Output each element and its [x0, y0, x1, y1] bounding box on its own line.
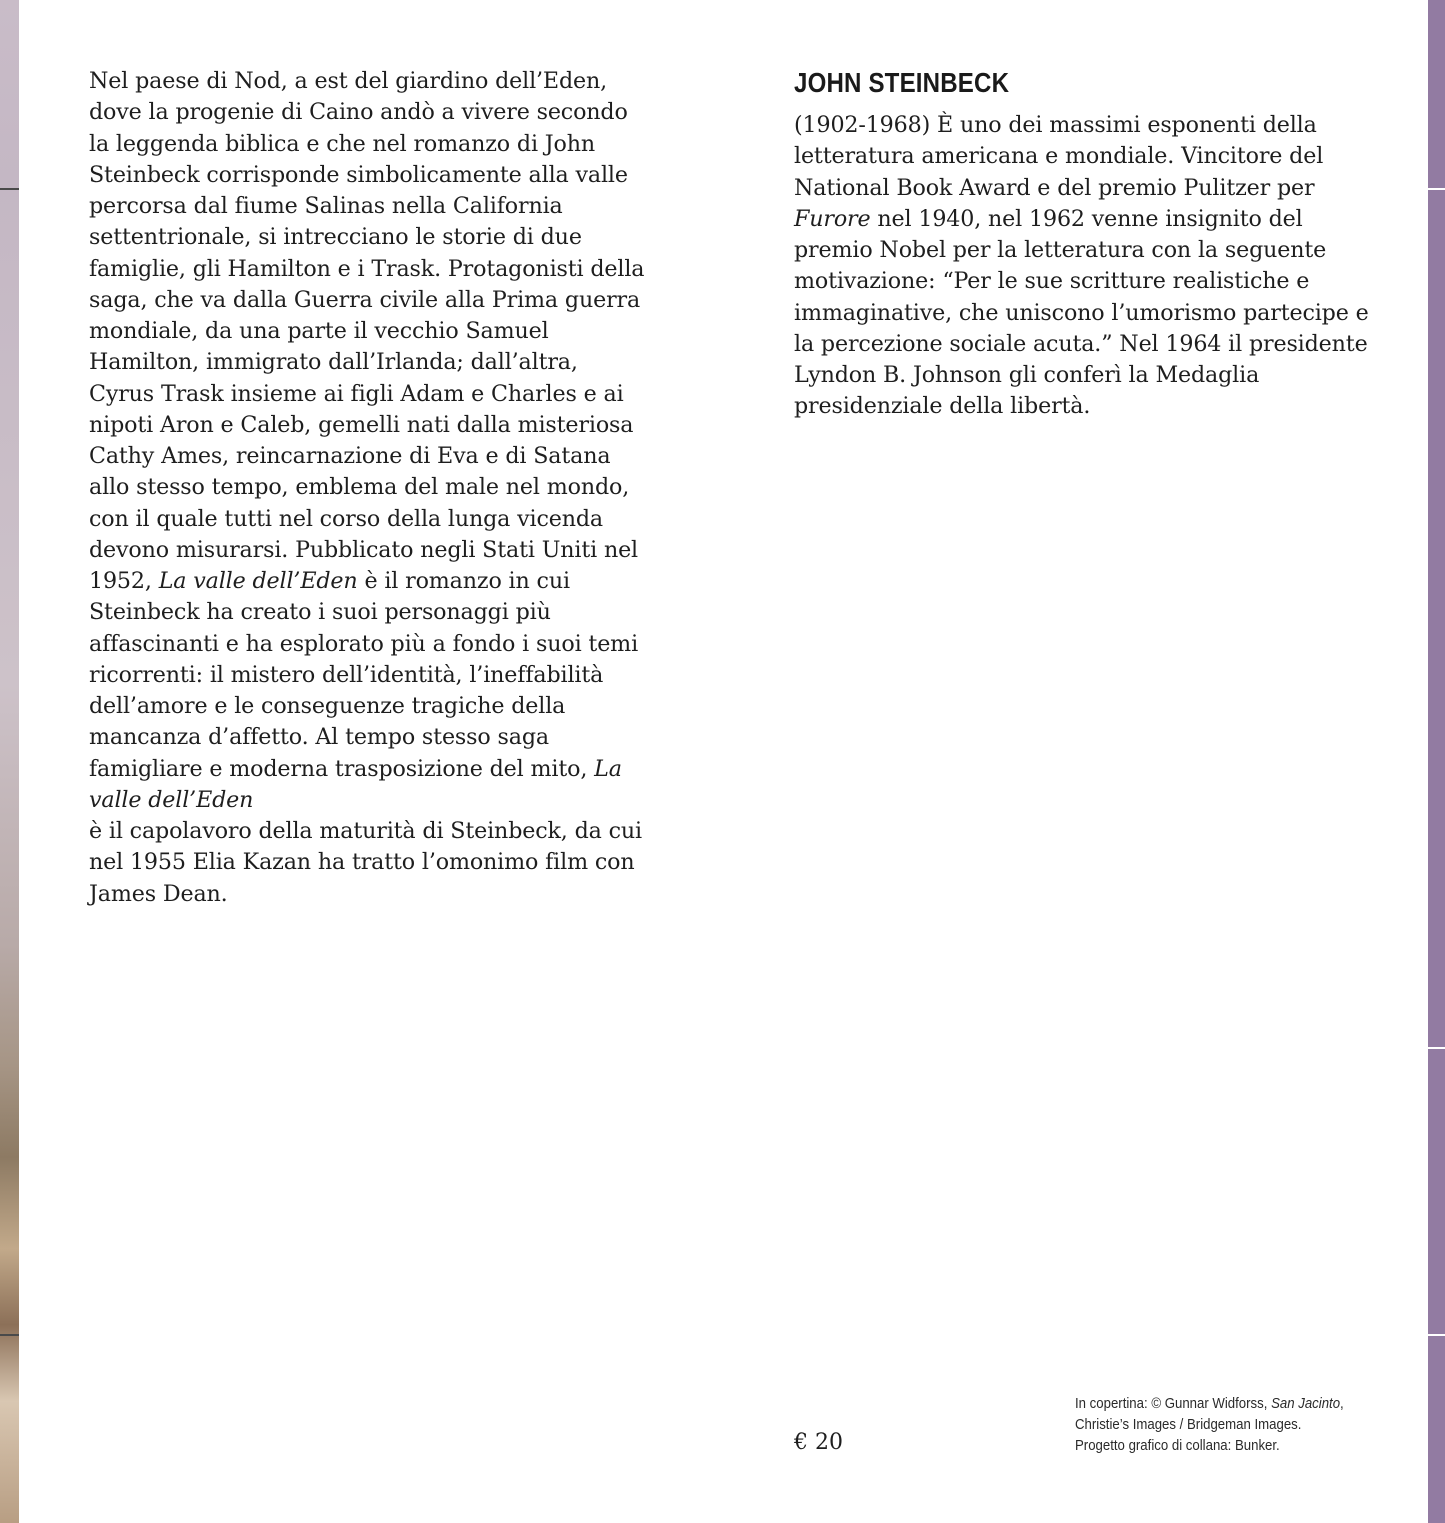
book-title-italic: La valle dell’Eden: [89, 755, 622, 813]
author-name: JOHN STEINBECK: [794, 67, 1010, 98]
crop-mark: [1428, 1334, 1445, 1336]
cover-credits: [1075, 1393, 1365, 1456]
blurb-text-1: Nel paese di Nod, a est del giardino dell’Eden, dove la progenie di Caino andò a vivere secondo la leggenda biblica e che nel romanzo di John Steinbeck corrisponde simbolicamente alla valle percorsa dal fiume Salinas nella California settentrionale, si intrecciano le storie di due famiglie, gli Hamilton e i Trask. Protagonisti della saga, che va dalla Guerra civile alla Prima guerra mondiale, da una parte il vecchio Samuel Hamilton, immigrato dall’Irlanda; dall’altra, Cyrus Trask insieme ai figli Adam e Charles e ai nipoti Aron e Caleb, gemelli nati dalla misteriosa Cathy Ames, reincarnazione di Eva e di Satana allo stesso tempo, emblema del male nel mondo, con il quale tutti nel corso della lunga vicenda devono misurarsi. Pubblicato negli Stati Uniti nel 1952,: [89, 68, 645, 594]
credits-line-1: [1075, 1393, 1365, 1414]
blurb-text-2: è il romanzo in cui Steinbeck ha creato i suoi personaggi più affascinanti e ha esplorato più a fondo i suoi temi ricorrenti: il mistero dell’identità, l’ineffabilità dell’amore e le conseguenze tragiche della mancanza d’affetto. Al tempo stesso saga famigliare e moderna trasposizione del mito,: [89, 568, 639, 782]
crop-mark: [0, 188, 19, 190]
credits-prefix: In copertina: © Gunnar Widforss,: [1075, 1395, 1272, 1412]
crop-mark: [1428, 1047, 1445, 1049]
bio-text-1: (1902-1968) È uno dei massimi esponenti della letteratura americana e mondiale. Vincitore del National Book Award e del premio Pulitzer per: [794, 112, 1324, 201]
credits-line-2: Christie’s Images / Bridgeman Images.: [1075, 1416, 1302, 1433]
crop-mark: [1428, 188, 1445, 190]
spine-edge: [1428, 0, 1445, 1523]
book-title-italic: La valle dell’Eden: [158, 568, 358, 594]
bio-book-title: Furore: [794, 205, 871, 232]
price-label: € 20: [794, 1430, 843, 1455]
bio-text-2: nel 1940, nel 1962 venne insignito del premio Nobel per la letteratura con la seguente motivazione: “Per le sue scritture realistiche e immaginative, che uniscono l’umorismo partecipe e la percezione sociale acuta.” Nel 1964 il presidente Lyndon B. Johnson gli conferì la Medaglia presidenziale della libertà.: [794, 205, 1369, 420]
crop-mark: [0, 1334, 19, 1336]
credits-artwork-title: San Jacinto: [1271, 1395, 1341, 1412]
author-bio: [794, 110, 1374, 423]
credits-suffix: ,: [1340, 1395, 1344, 1412]
credits-line-3: Progetto grafico di collana: Bunker.: [1075, 1437, 1280, 1454]
blurb-text-3: è il capolavoro della maturità di Steinbeck, da cui nel 1955 Elia Kazan ha tratto l’omonimo film con James Dean.: [89, 818, 642, 907]
book-blurb: [89, 66, 645, 910]
cover-painting-edge: [0, 0, 19, 1523]
